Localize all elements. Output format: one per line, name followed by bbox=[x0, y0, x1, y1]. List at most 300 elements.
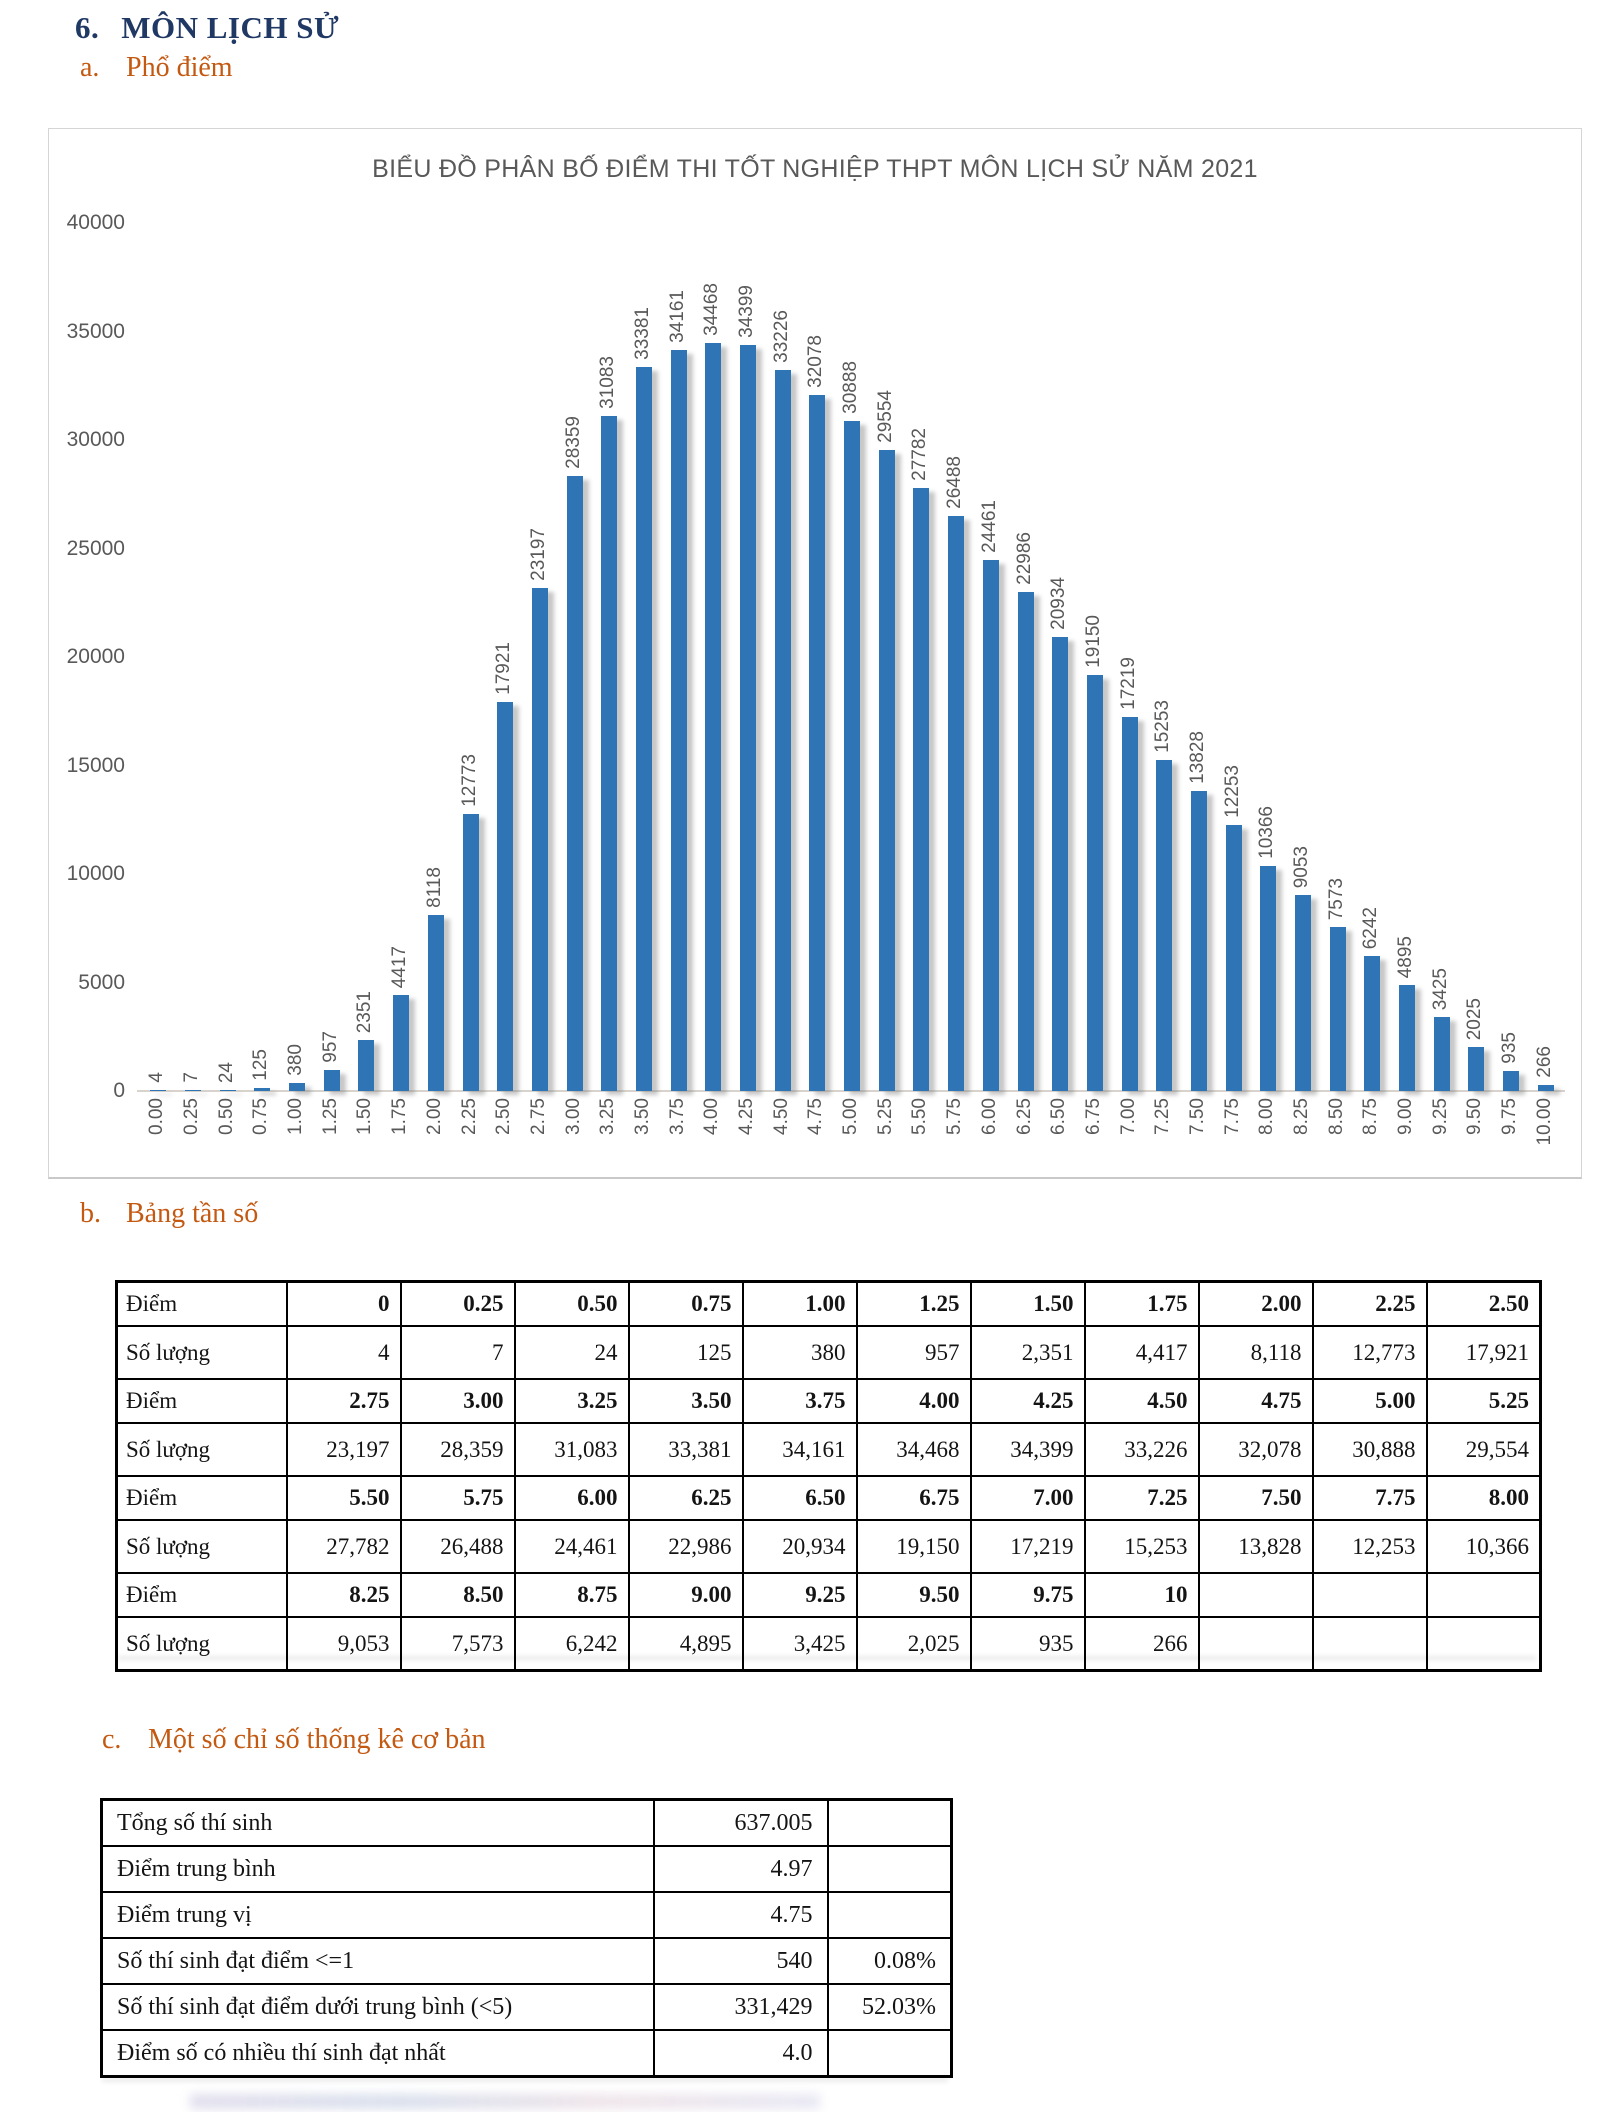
freq-row-label: Điểm bbox=[117, 1476, 287, 1520]
chart-category bbox=[869, 223, 904, 1135]
subsection-a-title: Phổ điểm bbox=[126, 52, 233, 83]
freq-score-cell: 2.00 bbox=[1199, 1282, 1313, 1327]
section-number: 6. bbox=[75, 10, 100, 45]
stats-label-cell: Điểm trung bình bbox=[102, 1846, 654, 1892]
bar-value-label: 34399 bbox=[736, 285, 758, 338]
bar-value-label: 17219 bbox=[1117, 657, 1139, 710]
x-axis-label: 10.00 bbox=[1533, 1098, 1555, 1146]
x-axis-label: 3.25 bbox=[597, 1098, 619, 1135]
freq-row-label: Điểm bbox=[117, 1573, 287, 1617]
bar-value-label: 7573 bbox=[1325, 877, 1347, 920]
x-axis-label: 7.50 bbox=[1186, 1098, 1208, 1135]
bar-value-label: 17921 bbox=[493, 642, 515, 695]
freq-row-label: Số lượng bbox=[117, 1617, 287, 1671]
chart-category bbox=[592, 223, 627, 1135]
chart-category bbox=[1043, 223, 1078, 1135]
bar-value-label: 28359 bbox=[562, 416, 584, 469]
freq-score-cell: 3.75 bbox=[743, 1379, 857, 1423]
chart-category bbox=[974, 223, 1009, 1135]
freq-count-row bbox=[117, 1617, 1541, 1671]
freq-score-cell: 4.25 bbox=[971, 1379, 1085, 1423]
y-axis-label: 25000 bbox=[66, 536, 125, 560]
freq-count-cell: 17,219 bbox=[971, 1520, 1085, 1573]
chart-category bbox=[1147, 223, 1182, 1135]
bar-value-label: 9053 bbox=[1291, 845, 1313, 888]
scan-ghost-line-stats bbox=[102, 2078, 948, 2082]
bar bbox=[775, 370, 791, 1091]
freq-count-cell: 29,554 bbox=[1427, 1423, 1541, 1476]
bar-value-label: 12253 bbox=[1221, 765, 1243, 818]
bar-value-label: 23197 bbox=[527, 528, 549, 581]
bar bbox=[358, 1040, 374, 1091]
freq-score-cell: 7.00 bbox=[971, 1476, 1085, 1520]
freq-count-cell: 12,773 bbox=[1313, 1326, 1427, 1379]
bar bbox=[671, 350, 687, 1091]
chart-category bbox=[245, 223, 280, 1135]
x-axis-label: 7.00 bbox=[1117, 1098, 1139, 1135]
bar-value-label: 24461 bbox=[978, 500, 1000, 553]
x-axis-label: 4.50 bbox=[770, 1098, 792, 1135]
bar-value-label: 24 bbox=[215, 1061, 237, 1083]
freq-score-cell: 7.50 bbox=[1199, 1476, 1313, 1520]
chart-category bbox=[280, 223, 315, 1135]
x-axis-label: 6.00 bbox=[978, 1098, 1000, 1135]
y-axis-label: 35000 bbox=[66, 319, 125, 343]
freq-count-cell: 30,888 bbox=[1313, 1423, 1427, 1476]
x-axis-label: 5.00 bbox=[840, 1098, 862, 1135]
scan-ghost-line-freq bbox=[118, 1656, 1536, 1660]
bar bbox=[1156, 760, 1172, 1091]
freq-count-cell: 125 bbox=[629, 1326, 743, 1379]
chart-category bbox=[210, 223, 245, 1135]
bar-value-label: 2025 bbox=[1464, 997, 1486, 1040]
freq-count-cell: 7 bbox=[401, 1326, 515, 1379]
bar bbox=[428, 915, 444, 1091]
freq-score-cell: 10 bbox=[1085, 1573, 1199, 1617]
freq-score-row bbox=[117, 1379, 1541, 1423]
stats-table bbox=[100, 1798, 953, 2078]
bar-value-label: 8118 bbox=[423, 867, 445, 908]
freq-count-cell: 4,417 bbox=[1085, 1326, 1199, 1379]
x-axis-label: 1.00 bbox=[285, 1098, 307, 1135]
freq-count-cell: 22,986 bbox=[629, 1520, 743, 1573]
bar bbox=[1399, 985, 1415, 1091]
bar bbox=[1226, 825, 1242, 1091]
bar-value-label: 4417 bbox=[389, 945, 411, 988]
bar-value-label: 4895 bbox=[1395, 935, 1417, 978]
stats-percent-cell bbox=[828, 1800, 952, 1847]
freq-score-cell: 8.00 bbox=[1427, 1476, 1541, 1520]
chart-category bbox=[731, 223, 766, 1135]
freq-count-cell bbox=[1199, 1617, 1313, 1671]
freq-score-cell: 4.00 bbox=[857, 1379, 971, 1423]
bar bbox=[948, 516, 964, 1091]
bar bbox=[254, 1088, 270, 1091]
chart-category bbox=[1216, 223, 1251, 1135]
bar-value-label: 30888 bbox=[840, 361, 862, 414]
freq-count-cell: 34,161 bbox=[743, 1423, 857, 1476]
freq-count-cell: 266 bbox=[1085, 1617, 1199, 1671]
stats-value-cell: 540 bbox=[654, 1938, 828, 1984]
freq-score-cell: 7.75 bbox=[1313, 1476, 1427, 1520]
freq-row-label: Điểm bbox=[117, 1282, 287, 1327]
bar bbox=[220, 1090, 236, 1091]
freq-count-cell: 10,366 bbox=[1427, 1520, 1541, 1573]
chart-category bbox=[696, 223, 731, 1135]
y-axis-label: 10000 bbox=[66, 862, 125, 885]
bar-value-label: 10366 bbox=[1256, 806, 1278, 859]
x-axis-label: 9.75 bbox=[1499, 1098, 1521, 1135]
chart-category bbox=[488, 223, 523, 1135]
x-axis-label: 8.50 bbox=[1325, 1098, 1347, 1135]
freq-count-cell: 26,488 bbox=[401, 1520, 515, 1573]
x-axis-label: 5.25 bbox=[874, 1098, 896, 1135]
x-axis-label: 9.25 bbox=[1429, 1098, 1451, 1135]
subsection-c-title: Một số chỉ số thống kê cơ bản bbox=[148, 1724, 486, 1755]
bar-value-label: 33226 bbox=[770, 310, 792, 363]
freq-score-cell: 8.50 bbox=[401, 1573, 515, 1617]
x-axis-label: 6.75 bbox=[1082, 1098, 1104, 1135]
freq-count-cell bbox=[1427, 1617, 1541, 1671]
freq-count-cell: 19,150 bbox=[857, 1520, 971, 1573]
subsection-a-heading bbox=[80, 52, 233, 84]
chart-title: BIỂU ĐỒ PHÂN BỐ ĐIỂM THI TỐT NGHIỆP THPT MÔN LỊCH SỬ NĂM 2021 bbox=[372, 155, 1258, 183]
x-axis-label: 3.00 bbox=[562, 1098, 584, 1135]
stats-row bbox=[102, 1846, 952, 1892]
bar-value-label: 266 bbox=[1533, 1046, 1555, 1078]
frequency-table-body bbox=[117, 1282, 1541, 1671]
bar-value-label: 957 bbox=[319, 1031, 341, 1063]
bar bbox=[289, 1083, 305, 1091]
chart-category bbox=[141, 223, 176, 1135]
freq-score-cell: 0.25 bbox=[401, 1282, 515, 1327]
freq-count-cell bbox=[1313, 1617, 1427, 1671]
plot-area bbox=[141, 223, 1563, 1146]
freq-score-cell bbox=[1313, 1573, 1427, 1617]
x-axis-label: 3.50 bbox=[631, 1098, 653, 1135]
bar bbox=[150, 1090, 166, 1091]
x-axis-label: 1.50 bbox=[354, 1098, 376, 1135]
freq-count-cell: 4 bbox=[287, 1326, 401, 1379]
bar bbox=[1503, 1071, 1519, 1091]
x-axis-label: 0.00 bbox=[146, 1098, 168, 1135]
subsection-b-label: b. bbox=[80, 1198, 101, 1229]
freq-score-row bbox=[117, 1282, 1541, 1327]
chart-category bbox=[1112, 223, 1147, 1135]
freq-count-cell: 34,399 bbox=[971, 1423, 1085, 1476]
bar-value-label: 125 bbox=[250, 1049, 272, 1081]
x-axis-label: 5.75 bbox=[944, 1098, 966, 1135]
bar bbox=[601, 416, 617, 1091]
bar bbox=[636, 367, 652, 1091]
freq-score-cell: 2.25 bbox=[1313, 1282, 1427, 1327]
stats-value-cell: 331,429 bbox=[654, 1984, 828, 2030]
chart-category bbox=[1078, 223, 1113, 1135]
freq-score-cell: 2.75 bbox=[287, 1379, 401, 1423]
chart-category bbox=[419, 223, 454, 1135]
freq-count-cell: 31,083 bbox=[515, 1423, 629, 1476]
freq-score-cell: 1.75 bbox=[1085, 1282, 1199, 1327]
bar bbox=[1260, 866, 1276, 1091]
frequency-table bbox=[115, 1280, 1542, 1672]
bar-value-label: 33381 bbox=[631, 307, 653, 360]
chart-category bbox=[1459, 223, 1494, 1135]
bar-value-label: 4 bbox=[146, 1072, 168, 1083]
chart-category bbox=[384, 223, 419, 1135]
freq-count-cell: 15,253 bbox=[1085, 1520, 1199, 1573]
chart-category bbox=[1286, 223, 1321, 1135]
bar bbox=[1434, 1017, 1450, 1091]
chart-category bbox=[1355, 223, 1390, 1135]
bar-value-label: 12773 bbox=[458, 754, 480, 807]
stats-table-body bbox=[102, 1800, 952, 2077]
stats-row bbox=[102, 1892, 952, 1938]
x-axis-label: 3.75 bbox=[666, 1098, 688, 1135]
chart-category bbox=[1182, 223, 1217, 1135]
x-axis-label: 4.25 bbox=[736, 1098, 758, 1135]
chart-category bbox=[314, 223, 349, 1135]
bar-value-label: 34161 bbox=[666, 290, 688, 343]
freq-row-label: Điểm bbox=[117, 1379, 287, 1423]
freq-score-cell: 5.75 bbox=[401, 1476, 515, 1520]
freq-score-cell: 6.00 bbox=[515, 1476, 629, 1520]
chart-category bbox=[1008, 223, 1043, 1135]
freq-count-cell: 3,425 bbox=[743, 1617, 857, 1671]
chart-category bbox=[1529, 223, 1564, 1146]
chart-category bbox=[349, 223, 384, 1135]
freq-score-cell: 1.50 bbox=[971, 1282, 1085, 1327]
freq-count-cell: 12,253 bbox=[1313, 1520, 1427, 1573]
freq-count-cell: 957 bbox=[857, 1326, 971, 1379]
freq-score-row bbox=[117, 1476, 1541, 1520]
freq-score-cell: 3.25 bbox=[515, 1379, 629, 1423]
chart-category bbox=[1320, 223, 1355, 1135]
bar bbox=[1295, 895, 1311, 1091]
chart-category bbox=[939, 223, 974, 1135]
stats-value-cell: 4.97 bbox=[654, 1846, 828, 1892]
stats-value-cell: 637.005 bbox=[654, 1800, 828, 1847]
bar bbox=[463, 814, 479, 1091]
x-axis-label: 2.75 bbox=[527, 1098, 549, 1135]
x-axis-label: 6.25 bbox=[1013, 1098, 1035, 1135]
bar-value-label: 29554 bbox=[874, 390, 896, 443]
subsection-c-label: c. bbox=[102, 1724, 122, 1755]
chart-category bbox=[1390, 223, 1425, 1135]
freq-score-cell: 8.25 bbox=[287, 1573, 401, 1617]
bar-value-label: 32078 bbox=[805, 335, 827, 388]
bar-value-label: 2351 bbox=[354, 990, 376, 1033]
bar-value-label: 15253 bbox=[1152, 700, 1174, 753]
chart-category bbox=[627, 223, 662, 1135]
y-axis-label: 30000 bbox=[66, 428, 125, 451]
y-axis-label: 20000 bbox=[66, 645, 125, 668]
x-axis-label: 9.50 bbox=[1464, 1098, 1486, 1135]
freq-score-cell: 0.75 bbox=[629, 1282, 743, 1327]
stats-row bbox=[102, 1800, 952, 1847]
bar bbox=[1364, 956, 1380, 1091]
chart-category bbox=[904, 223, 939, 1135]
freq-score-cell: 4.75 bbox=[1199, 1379, 1313, 1423]
stats-label-cell: Tổng số thí sinh bbox=[102, 1800, 654, 1847]
freq-score-cell: 3.50 bbox=[629, 1379, 743, 1423]
freq-count-row bbox=[117, 1423, 1541, 1476]
chart-category bbox=[1424, 223, 1459, 1135]
chart-category bbox=[557, 223, 592, 1135]
freq-score-cell: 5.00 bbox=[1313, 1379, 1427, 1423]
cutoff-next-section bbox=[190, 2094, 820, 2109]
bar-value-label: 20934 bbox=[1048, 577, 1070, 630]
x-axis-label: 0.75 bbox=[250, 1098, 272, 1135]
subsection-b-title: Bảng tần số bbox=[126, 1198, 259, 1229]
freq-score-cell: 5.25 bbox=[1427, 1379, 1541, 1423]
score-distribution-chart bbox=[48, 128, 1582, 1179]
freq-score-cell: 8.75 bbox=[515, 1573, 629, 1617]
section-heading bbox=[75, 10, 339, 46]
bar bbox=[879, 450, 895, 1091]
freq-count-cell: 8,118 bbox=[1199, 1326, 1313, 1379]
freq-count-cell: 33,381 bbox=[629, 1423, 743, 1476]
bar bbox=[567, 476, 583, 1091]
x-axis-label: 8.25 bbox=[1291, 1098, 1313, 1135]
stats-row bbox=[102, 1938, 952, 1984]
chart-category bbox=[1251, 223, 1286, 1135]
stats-label-cell: Số thí sinh đạt điểm <=1 bbox=[102, 1938, 654, 1984]
bar bbox=[844, 421, 860, 1091]
freq-count-row bbox=[117, 1520, 1541, 1573]
freq-row-label: Số lượng bbox=[117, 1326, 287, 1379]
freq-count-cell: 28,359 bbox=[401, 1423, 515, 1476]
x-axis-label: 7.25 bbox=[1152, 1098, 1174, 1135]
freq-count-cell: 13,828 bbox=[1199, 1520, 1313, 1573]
bar bbox=[740, 345, 756, 1091]
x-axis-label: 5.50 bbox=[909, 1098, 931, 1135]
chart-category bbox=[176, 223, 211, 1135]
bar bbox=[1087, 675, 1103, 1091]
bar bbox=[393, 995, 409, 1091]
subsection-a-label: a. bbox=[80, 52, 100, 83]
x-axis-label: 1.25 bbox=[319, 1098, 341, 1135]
stats-row bbox=[102, 2030, 952, 2077]
freq-score-cell: 1.25 bbox=[857, 1282, 971, 1327]
bar bbox=[1122, 717, 1138, 1091]
freq-count-cell: 9,053 bbox=[287, 1617, 401, 1671]
bar bbox=[1538, 1085, 1554, 1091]
freq-count-cell: 32,078 bbox=[1199, 1423, 1313, 1476]
stats-percent-cell bbox=[828, 1846, 952, 1892]
freq-row-label: Số lượng bbox=[117, 1520, 287, 1573]
subsection-b-heading bbox=[80, 1198, 258, 1230]
y-axis-label: 0 bbox=[113, 1079, 125, 1102]
chart-category bbox=[1494, 223, 1529, 1135]
stats-percent-cell bbox=[828, 1892, 952, 1938]
bar-value-label: 27782 bbox=[909, 428, 931, 481]
freq-score-cell: 3.00 bbox=[401, 1379, 515, 1423]
bar bbox=[532, 588, 548, 1091]
freq-count-cell: 27,782 bbox=[287, 1520, 401, 1573]
chart-category bbox=[765, 223, 800, 1135]
freq-count-cell: 24 bbox=[515, 1326, 629, 1379]
bar-value-label: 22986 bbox=[1013, 532, 1035, 585]
y-axis-label: 40000 bbox=[66, 211, 125, 234]
freq-score-cell: 7.25 bbox=[1085, 1476, 1199, 1520]
stats-label-cell: Số thí sinh đạt điểm dưới trung bình (<5) bbox=[102, 1984, 654, 2030]
x-axis-label: 6.50 bbox=[1048, 1098, 1070, 1135]
y-axis bbox=[49, 129, 131, 1177]
chart-category bbox=[453, 223, 488, 1135]
freq-count-cell: 17,921 bbox=[1427, 1326, 1541, 1379]
x-axis-label: 1.75 bbox=[389, 1098, 411, 1135]
bar bbox=[185, 1090, 201, 1091]
bar bbox=[497, 702, 513, 1091]
freq-count-cell: 20,934 bbox=[743, 1520, 857, 1573]
freq-count-cell: 33,226 bbox=[1085, 1423, 1199, 1476]
bar bbox=[1018, 592, 1034, 1091]
x-axis-label: 4.00 bbox=[701, 1098, 723, 1135]
y-axis-label: 15000 bbox=[66, 753, 125, 777]
freq-count-cell: 34,468 bbox=[857, 1423, 971, 1476]
freq-count-cell: 2,351 bbox=[971, 1326, 1085, 1379]
freq-score-cell: 9.75 bbox=[971, 1573, 1085, 1617]
freq-count-cell: 4,895 bbox=[629, 1617, 743, 1671]
bar bbox=[1330, 927, 1346, 1091]
section-title: MÔN LỊCH SỬ bbox=[121, 10, 340, 45]
freq-score-cell: 1.00 bbox=[743, 1282, 857, 1327]
freq-score-cell: 9.00 bbox=[629, 1573, 743, 1617]
x-axis-label: 0.25 bbox=[181, 1098, 203, 1135]
freq-score-cell: 9.50 bbox=[857, 1573, 971, 1617]
x-axis-label: 9.00 bbox=[1395, 1098, 1417, 1135]
bar bbox=[983, 560, 999, 1091]
bar-value-label: 26488 bbox=[944, 456, 966, 509]
bar bbox=[1191, 791, 1207, 1091]
stats-label-cell: Điểm trung vị bbox=[102, 1892, 654, 1938]
bar bbox=[809, 395, 825, 1091]
x-axis-label: 0.50 bbox=[215, 1098, 237, 1135]
freq-score-cell: 0.50 bbox=[515, 1282, 629, 1327]
x-axis-label: 7.75 bbox=[1221, 1098, 1243, 1135]
stats-value-cell: 4.75 bbox=[654, 1892, 828, 1938]
x-axis-label: 8.00 bbox=[1256, 1098, 1278, 1135]
x-axis-label: 2.50 bbox=[493, 1098, 515, 1135]
x-axis-label: 8.75 bbox=[1360, 1098, 1382, 1135]
bar-value-label: 31083 bbox=[597, 356, 619, 409]
freq-score-cell: 6.50 bbox=[743, 1476, 857, 1520]
x-axis-label: 4.75 bbox=[805, 1098, 827, 1135]
stats-label-cell: Điểm số có nhiều thí sinh đạt nhất bbox=[102, 2030, 654, 2077]
bar-value-label: 19150 bbox=[1082, 615, 1104, 668]
freq-score-cell: 0 bbox=[287, 1282, 401, 1327]
stats-percent-cell bbox=[828, 2030, 952, 2077]
bar bbox=[1052, 637, 1068, 1091]
freq-score-row bbox=[117, 1573, 1541, 1617]
stats-row bbox=[102, 1984, 952, 2030]
bar-value-label: 3425 bbox=[1429, 967, 1451, 1010]
stats-percent-cell: 0.08% bbox=[828, 1938, 952, 1984]
x-axis-label: 2.00 bbox=[423, 1098, 445, 1135]
subsection-c-heading bbox=[102, 1724, 486, 1756]
freq-score-cell bbox=[1427, 1573, 1541, 1617]
chart-category bbox=[800, 223, 835, 1135]
freq-count-cell: 935 bbox=[971, 1617, 1085, 1671]
freq-score-cell bbox=[1199, 1573, 1313, 1617]
freq-score-cell: 9.25 bbox=[743, 1573, 857, 1617]
x-axis-label: 2.25 bbox=[458, 1098, 480, 1135]
bar-value-label: 6242 bbox=[1360, 906, 1382, 949]
bar bbox=[1468, 1047, 1484, 1091]
bar-value-label: 13828 bbox=[1186, 731, 1208, 784]
bar bbox=[913, 488, 929, 1091]
freq-row-label: Số lượng bbox=[117, 1423, 287, 1476]
